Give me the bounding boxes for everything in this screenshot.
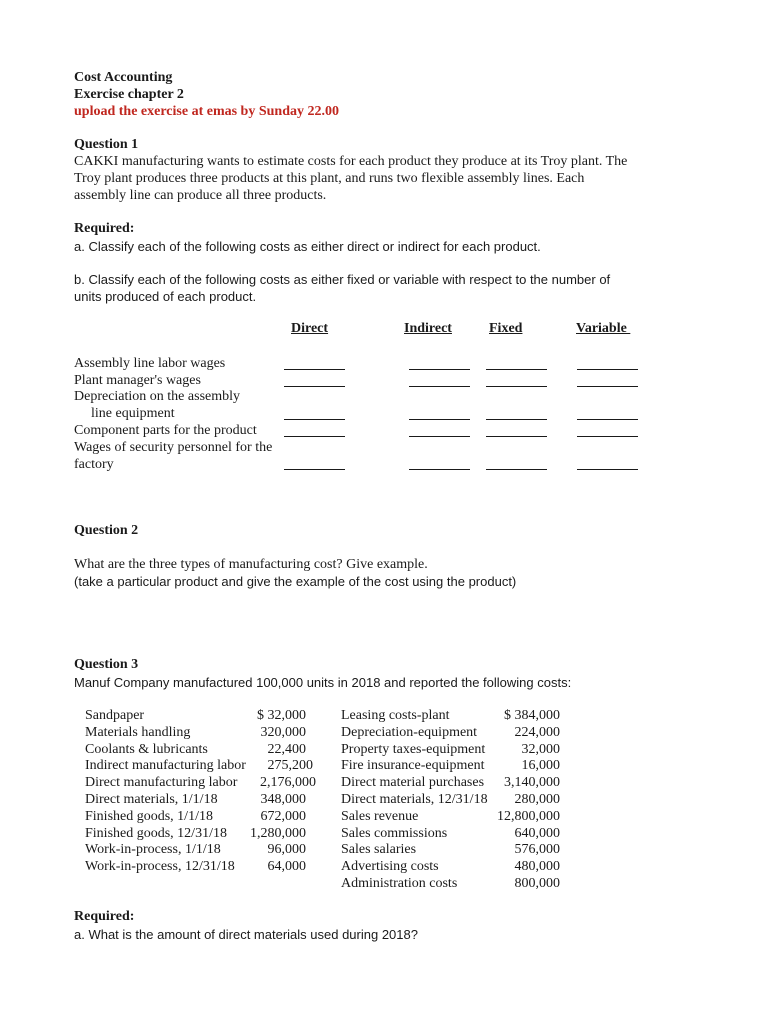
q1-intro-line-2: Troy plant produces three products at this plant, and runs two flexible assembly lines. Each [74, 171, 585, 186]
answer-blank[interactable] [577, 369, 638, 370]
answer-blank[interactable] [284, 419, 345, 420]
answer-blank[interactable] [284, 469, 345, 470]
cost-value: 480,000 [514, 859, 560, 874]
cost-label: Work-in-process, 12/31/18 [85, 859, 235, 874]
answer-blank[interactable] [284, 386, 345, 387]
answer-blank[interactable] [409, 436, 470, 437]
answer-blank[interactable] [577, 436, 638, 437]
cost-label: Leasing costs-plant [341, 708, 450, 723]
cost-label: Property taxes-equipment [341, 742, 486, 757]
deadline-note: upload the exercise at emas by Sunday 22.00 [74, 104, 339, 119]
q3-title: Question 3 [74, 657, 139, 672]
answer-blank[interactable] [577, 469, 638, 470]
cost-label: Sales revenue [341, 809, 419, 824]
cost-value: 12,800,000 [497, 809, 560, 824]
answer-blank[interactable] [577, 419, 638, 420]
cost-label: Advertising costs [341, 859, 439, 874]
q1-title: Question 1 [74, 137, 139, 152]
cost-value: 32,000 [521, 742, 560, 757]
cost-label: Sales salaries [341, 842, 417, 857]
cost-item-plant-manager: Plant manager's wages [74, 373, 201, 388]
column-header-variable: Variable [576, 321, 631, 336]
column-header-direct: Direct [291, 321, 329, 336]
cost-value: 348,000 [260, 792, 306, 807]
answer-blank[interactable] [486, 386, 547, 387]
cost-label: Finished goods, 1/1/18 [85, 809, 213, 824]
cost-label: Coolants & lubricants [85, 742, 208, 757]
cost-value: 280,000 [514, 792, 560, 807]
answer-blank[interactable] [486, 419, 547, 420]
answer-blank[interactable] [409, 469, 470, 470]
cost-value: 16,000 [521, 758, 560, 773]
cost-value: 3,140,000 [504, 775, 560, 790]
answer-blank[interactable] [409, 419, 470, 420]
answer-blank[interactable] [284, 436, 345, 437]
cost-label: Administration costs [341, 876, 458, 891]
cost-label: Direct materials, 12/31/18 [341, 792, 488, 807]
cost-label: Fire insurance-equipment [341, 758, 485, 773]
cost-label: Sales commissions [341, 826, 448, 841]
q2-title: Question 2 [74, 523, 139, 538]
course-title: Cost Accounting [74, 70, 173, 85]
cost-value: 800,000 [514, 876, 560, 891]
q1-part-b-line-1: b. Classify each of the following costs as either fixed or variable with respect to the number of [74, 272, 611, 287]
exercise-title: Exercise chapter 2 [74, 87, 184, 102]
cost-value: 672,000 [260, 809, 306, 824]
cost-item-component-parts: Component parts for the product [74, 423, 257, 438]
answer-blank[interactable] [409, 369, 470, 370]
cost-value: 576,000 [514, 842, 560, 857]
column-header-fixed: Fixed [489, 321, 523, 336]
q2-line-1: What are the three types of manufacturing cost? Give example. [74, 557, 428, 572]
answer-blank[interactable] [486, 436, 547, 437]
cost-item-assembly-labor: Assembly line labor wages [74, 356, 226, 371]
cost-value: 224,000 [514, 725, 560, 740]
cost-value: $ 32,000 [257, 708, 306, 723]
cost-value: 320,000 [260, 725, 306, 740]
cost-label: Depreciation-equipment [341, 725, 478, 740]
cost-value: 1,280,000 [250, 826, 306, 841]
cost-label: Indirect manufacturing labor [85, 758, 246, 773]
cost-item-depreciation: Depreciation on the assembly [74, 389, 241, 404]
cost-label: Sandpaper [85, 708, 145, 723]
cost-item-depreciation-cont: line equipment [91, 406, 175, 421]
cost-label: Work-in-process, 1/1/18 [85, 842, 221, 857]
cost-value: 2,176,000 [260, 775, 316, 790]
q3-required-label: Required: [74, 909, 135, 924]
answer-blank[interactable] [577, 386, 638, 387]
answer-blank[interactable] [409, 386, 470, 387]
cost-label: Materials handling [85, 725, 191, 740]
q2-line-2: (take a particular product and give the example of the cost using the product) [74, 574, 517, 589]
answer-blank[interactable] [486, 369, 547, 370]
q3-intro: Manuf Company manufactured 100,000 units in 2018 and reported the following costs: [74, 675, 572, 690]
cost-label: Finished goods, 12/31/18 [85, 826, 227, 841]
q1-part-b-line-2: units produced of each product. [74, 289, 257, 304]
cost-value: 22,400 [267, 742, 306, 757]
cost-value: 96,000 [267, 842, 306, 857]
cost-label: Direct manufacturing labor [85, 775, 238, 790]
q3-part-a: a. What is the amount of direct materials used during 2018? [74, 927, 418, 942]
cost-value: 64,000 [267, 859, 306, 874]
column-header-indirect: Indirect [404, 321, 452, 336]
cost-label: Direct materials, 1/1/18 [85, 792, 218, 807]
q1-required-label: Required: [74, 221, 135, 236]
cost-item-security-wages: Wages of security personnel for the [74, 440, 273, 455]
cost-value: 640,000 [514, 826, 560, 841]
q1-intro-line-3: assembly line can produce all three products. [74, 188, 327, 203]
answer-blank[interactable] [284, 369, 345, 370]
cost-value: 275,200 [267, 758, 313, 773]
cost-value: $ 384,000 [504, 708, 560, 723]
cost-item-security-wages-cont: factory [74, 457, 114, 472]
answer-blank[interactable] [486, 469, 547, 470]
q1-part-a: a. Classify each of the following costs as either direct or indirect for each product. [74, 239, 541, 254]
cost-label: Direct material purchases [341, 775, 485, 790]
q1-intro-line-1: CAKKI manufacturing wants to estimate costs for each product they produce at its Troy plant. The [74, 154, 628, 169]
